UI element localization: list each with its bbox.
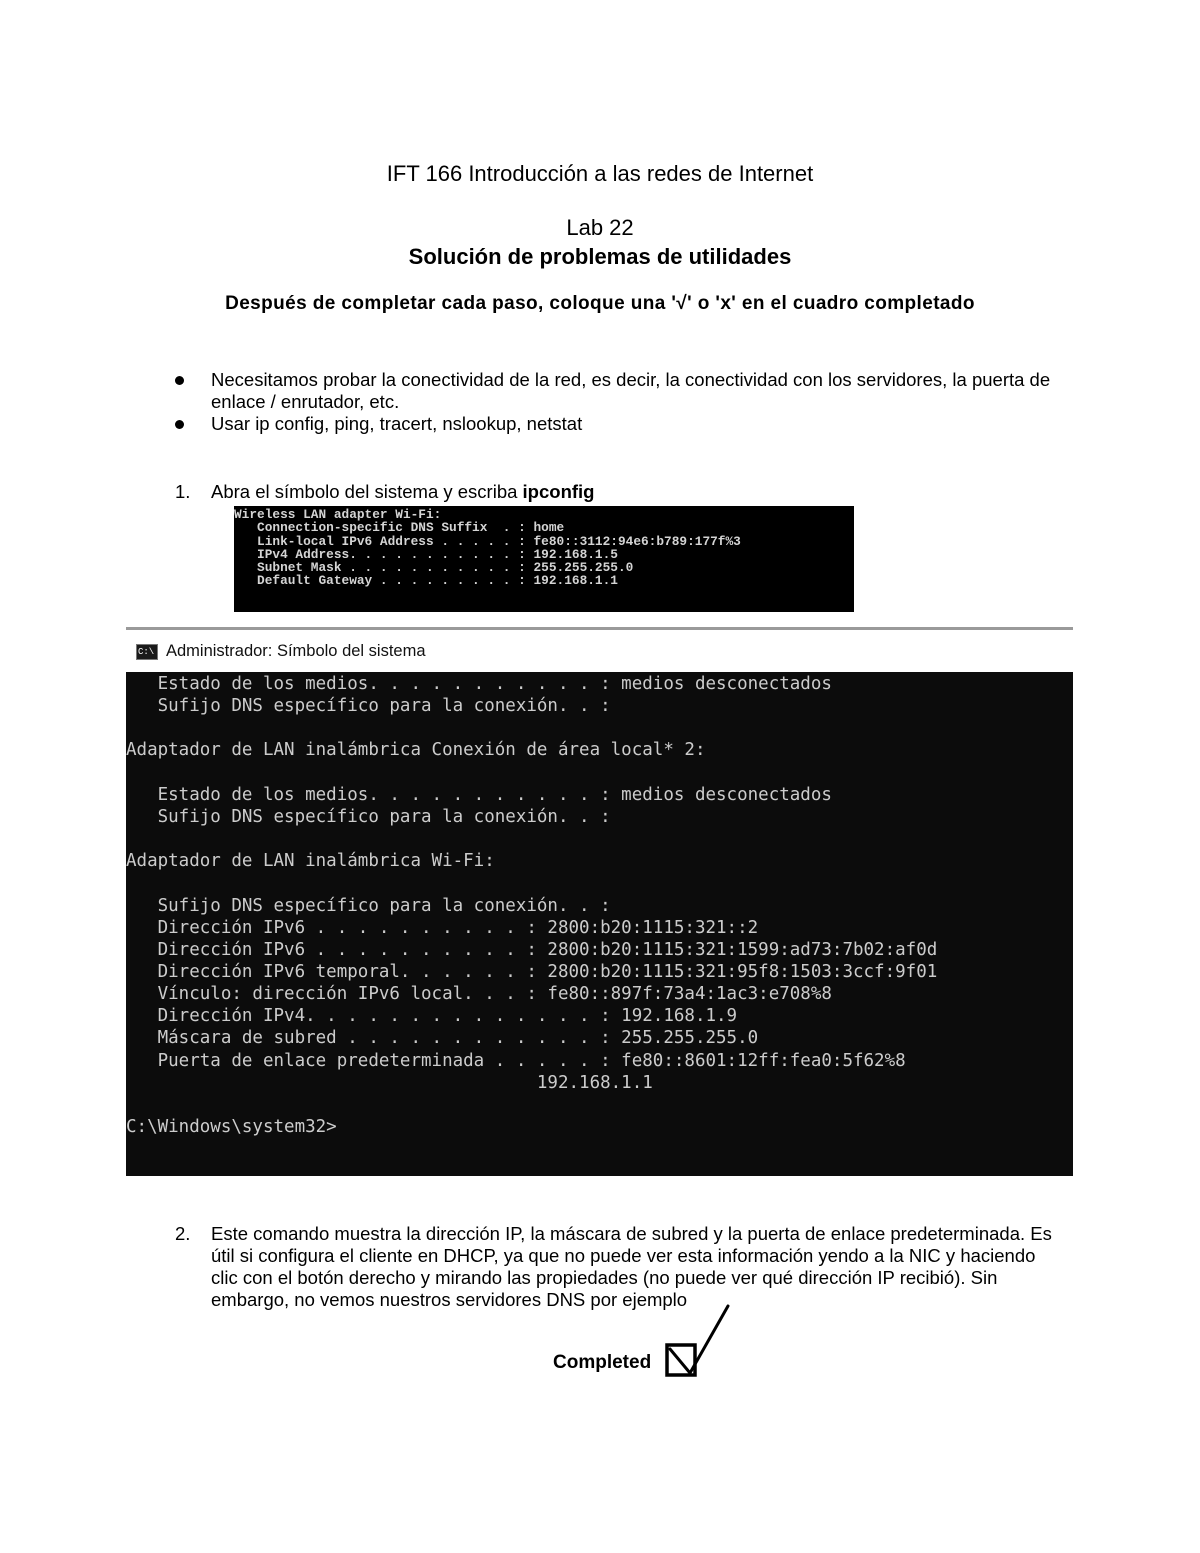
console-line: Subnet Mask . . . . . . . . . . . : 255.255.255.0 xyxy=(234,560,634,576)
cmd-console-output xyxy=(126,672,1073,1176)
bullet-text-line: Necesitamos probar la conectividad de la red, es decir, la conectividad con los servidores, la puerta de xyxy=(211,369,1051,390)
step-text-line: Este comando muestra la dirección IP, la máscara de subred y la puerta de enlace predeterminada. Es xyxy=(211,1223,1052,1244)
console-line: Vínculo: dirección IPv6 local. . . : fe80::897f:73a4:1ac3:e708%8 xyxy=(126,984,832,1005)
console-line: Adaptador de LAN inalámbrica Conexión de área local* 2: xyxy=(126,740,706,761)
console-line: Máscara de subred . . . . . . . . . . . . : 255.255.255.0 xyxy=(126,1028,759,1049)
console-line: C:\Windows\system32> xyxy=(126,1117,337,1137)
console-line: Sufijo DNS específico para la conexión. . : xyxy=(126,806,611,827)
step-1 xyxy=(175,481,1141,503)
lab-title: Solución de problemas de utilidades xyxy=(408,244,792,269)
command-name: ipconfig xyxy=(522,481,595,502)
console-line: Dirección IPv4. . . . . . . . . . . . . . : 192.168.1.9 xyxy=(126,1006,738,1027)
console-line: Estado de los medios. . . . . . . . . . . : medios desconectados xyxy=(126,674,832,694)
bullet-dot xyxy=(175,420,184,429)
console-line: Sufijo DNS específico para la conexión. . : xyxy=(126,696,611,717)
step-text-line: clic con el botón derecho y mirando las propiedades (no puede ver qué dirección IP recibió). Sin xyxy=(211,1267,998,1288)
cmd-icon: C:\ xyxy=(136,644,158,660)
bullet-text-line: Usar ip config, ping, tracert, nslookup, netstat xyxy=(211,413,583,434)
console-line: Link-local IPv6 Address . . . . . : fe80::3112:94e6:b789:177f%3 xyxy=(234,533,741,549)
console-line: Dirección IPv6 . . . . . . . . . . : 2800:b20:1115:321::2 xyxy=(126,917,759,938)
console-line: Connection-specific DNS Suffix . : home xyxy=(234,520,565,536)
course-title: IFT 166 Introducción a las redes de Internet xyxy=(386,161,814,186)
separator-line xyxy=(126,627,1073,630)
lab-number: Lab 22 xyxy=(566,215,634,240)
step-text: Abra el símbolo del sistema y escriba xyxy=(211,481,523,502)
cmd-window-title: Administrador: Símbolo del sistema xyxy=(166,642,426,660)
completed-label: Completed xyxy=(553,1352,652,1373)
bullet-item xyxy=(211,413,1141,435)
console-line: Adaptador de LAN inalámbrica Wi-Fi: xyxy=(126,851,495,872)
ipconfig-screenshot-small xyxy=(234,506,854,612)
console-line: 192.168.1.1 xyxy=(126,1072,653,1093)
console-line: IPv4 Address. . . . . . . . . . . : 192.168.1.5 xyxy=(234,546,618,562)
instruction-text: Después de completar cada paso, coloque una '√' o 'x' en el cuadro completado xyxy=(225,293,975,314)
console-line: Dirección IPv6 . . . . . . . . . . : 2800:b20:1115:321:1599:ad73:7b02:af0d xyxy=(126,939,938,960)
console-line: Default Gateway . . . . . . . . . : 192.168.1.1 xyxy=(234,573,618,589)
step-text-line: embargo, no vemos nuestros servidores DNS por ejemplo xyxy=(211,1289,688,1310)
bullet-text-line: enlace / enrutador, etc. xyxy=(211,391,400,412)
step-number: 2. xyxy=(175,1223,191,1244)
console-line: Wireless LAN adapter Wi-Fi: xyxy=(234,507,442,522)
completed-checkbox[interactable] xyxy=(660,1300,740,1382)
console-line: Puerta de enlace predeterminada . . . . . : fe80::8601:12ff:fea0:5f62%8 xyxy=(126,1050,906,1071)
console-line: Sufijo DNS específico para la conexión. . : xyxy=(126,895,611,916)
step-text-line: útil si configura el cliente en DHCP, ya que no puede ver esta información yendo a la NIC y haciendo xyxy=(211,1245,1036,1266)
bullet-dot xyxy=(175,376,184,385)
step-2 xyxy=(175,1223,1151,1311)
cmd-window-titlebar xyxy=(126,636,1073,672)
bullet-item xyxy=(211,369,1141,413)
console-line: Estado de los medios. . . . . . . . . . . : medios desconectados xyxy=(126,784,832,805)
check-mark-icon xyxy=(670,1306,728,1373)
step-number: 1. xyxy=(175,481,191,502)
console-line: Dirección IPv6 temporal. . . . . . : 2800:b20:1115:321:95f8:1503:3ccf:9f01 xyxy=(126,961,938,982)
